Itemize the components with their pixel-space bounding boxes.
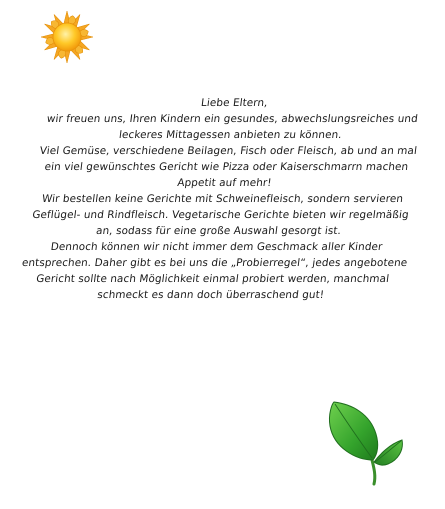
letter-line: wir freuen uns, Ihren Kindern ein gesundes, abwechslungsreiches und bbox=[46, 113, 419, 125]
letter-line: Gericht sollte nach Möglichkeit einmal probiert werden, manchmal bbox=[35, 273, 390, 285]
letter-line: Viel Gemüse, verschiedene Beilagen, Fisch oder Fleisch, ab und an mal bbox=[39, 145, 418, 157]
letter-line: Dennoch können wir nicht immer dem Geschmack aller Kinder bbox=[50, 241, 384, 253]
letter-line: an, sodass für eine große Auswahl gesorgt ist. bbox=[95, 225, 342, 237]
leaves-icon bbox=[326, 400, 406, 486]
letter-line: Wir bestellen keine Gerichte mit Schweinefleisch, sondern servieren bbox=[41, 193, 404, 205]
letter-line: leckeres Mittagessen anbieten zu können. bbox=[118, 129, 343, 141]
letter-line: ein viel gewünschtes Gericht wie Pizza oder Kaiserschmarrn machen bbox=[43, 161, 409, 173]
letter-line: schmeckt es dann doch überraschend gut! bbox=[96, 289, 325, 301]
letter-line: Geflügel- und Rindfleisch. Vegetarische Gerichte bieten wir regelmäßig bbox=[31, 209, 410, 221]
letter-line: Liebe Eltern, bbox=[200, 97, 269, 109]
sun-icon bbox=[40, 10, 94, 64]
letter-line: Appetit auf mehr! bbox=[176, 177, 273, 189]
letter-text bbox=[3, 95, 442, 303]
letter-line: entsprechen. Daher gibt es bei uns die „Probierregel“, jedes angebotene bbox=[21, 257, 409, 269]
